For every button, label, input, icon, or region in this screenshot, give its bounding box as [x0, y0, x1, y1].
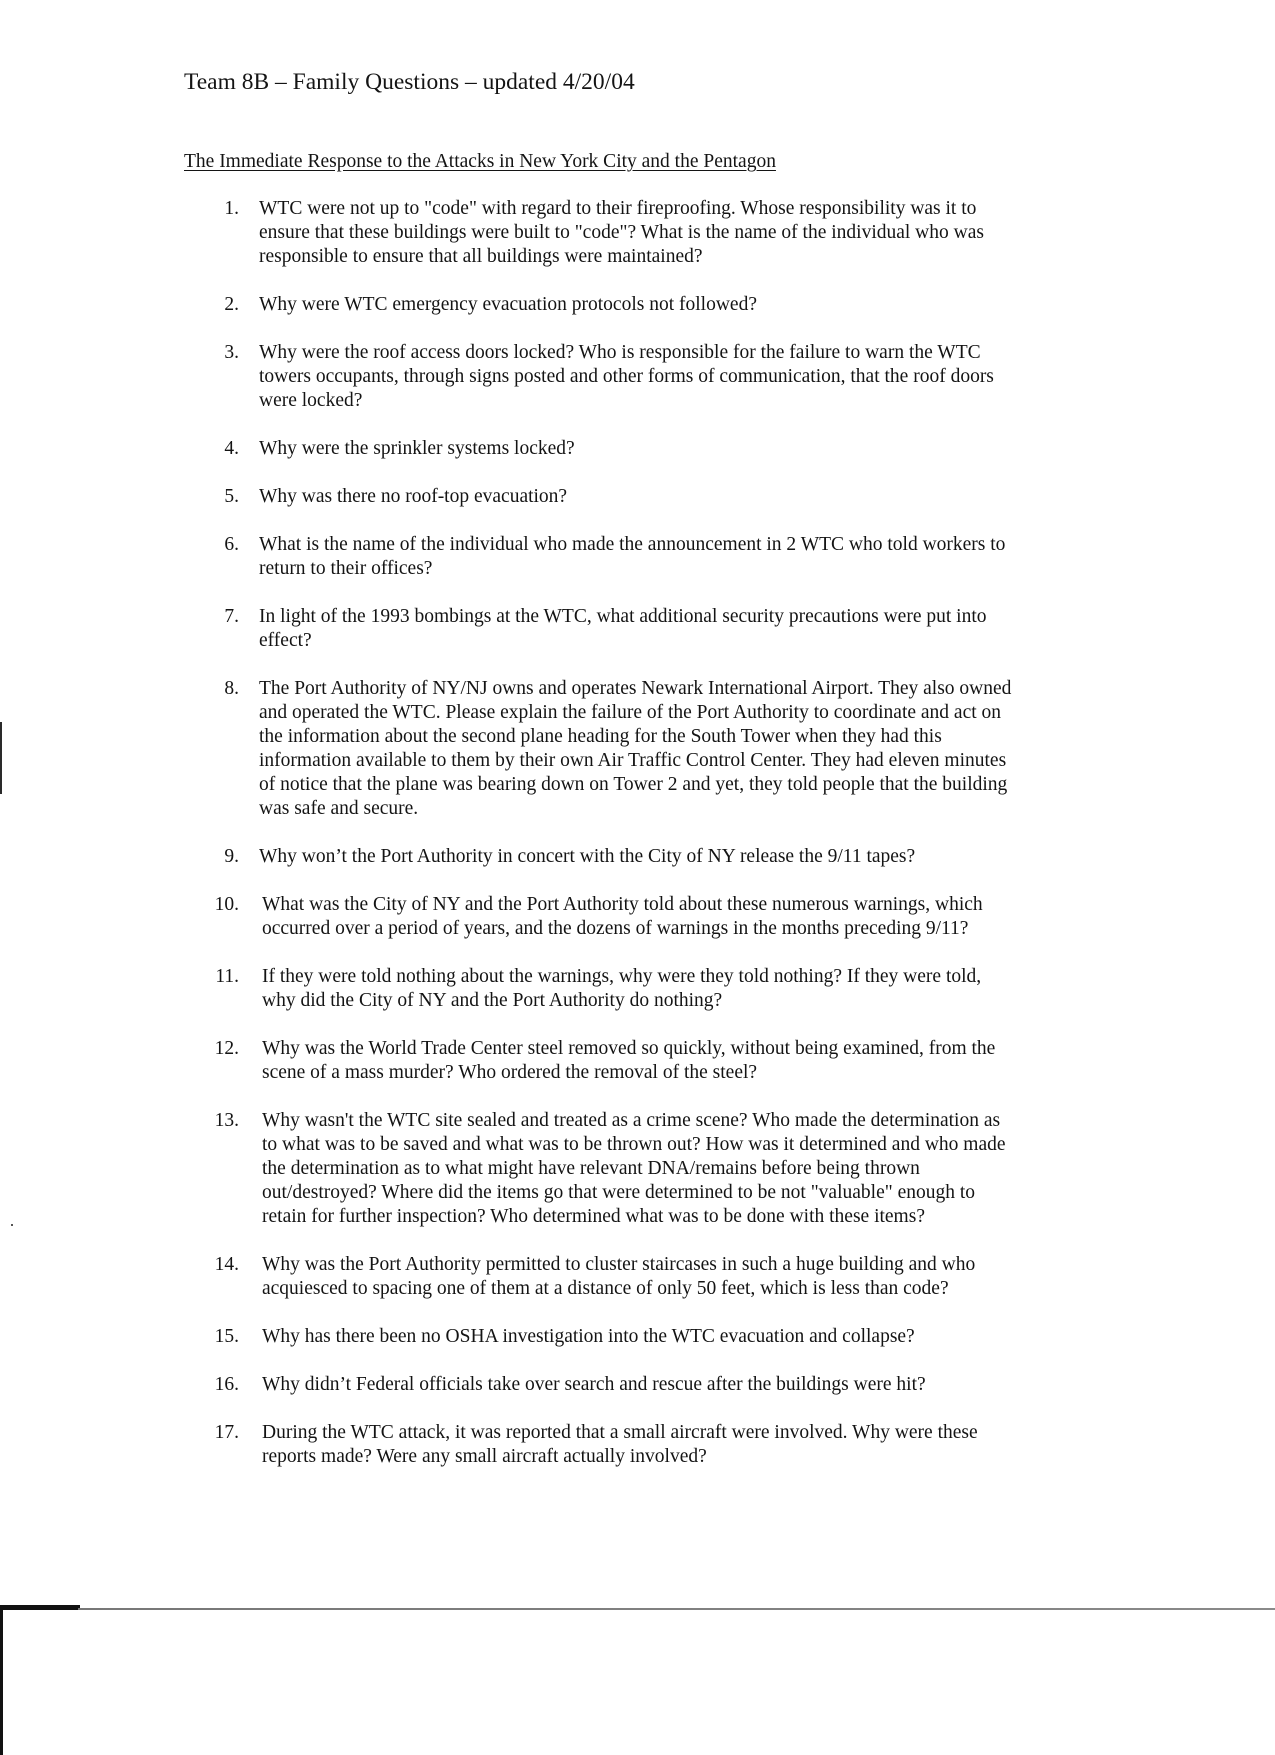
question-item-9	[0, 845, 1275, 869]
question-item-3	[0, 341, 1275, 413]
question-item-6	[0, 533, 1275, 581]
question-number: 10.	[214, 894, 239, 915]
question-number: 16.	[214, 1374, 239, 1395]
question-text: Why won’t the Port Authority in concert with the City of NY release the 9/11 tapes?	[259, 846, 916, 867]
question-number: 1.	[224, 198, 239, 219]
question-number: 6.	[224, 534, 239, 555]
question-item-15	[0, 1325, 1275, 1349]
question-text: Why has there been no OSHA investigation into the WTC evacuation and collapse?	[262, 1326, 915, 1347]
question-number: 4.	[224, 438, 239, 459]
question-text: WTC were not up to "code" with regard to their fireproofing. Whose responsibility was it to ensure that these buildings were built to "code"? What is the name of the individual who was responsible to ensure that all buildings were maintained?	[259, 198, 984, 267]
question-item-2	[0, 293, 1275, 317]
question-item-12	[0, 1037, 1275, 1085]
question-text: The Port Authority of NY/NJ owns and operates Newark International Airport. They also owned and operated the WTC. Please explain the failure of the Port Authority to coordinate and act on the information about the second plane heading for the South Tower when they had this information available to them by their own Air Traffic Control Center. They had eleven minutes of notice that the plane was bearing down on Tower 2 and yet, they told people that the building was safe and secure.	[259, 678, 1012, 819]
question-text: In light of the 1993 bombings at the WTC, what additional security precautions were put into effect?	[259, 606, 987, 651]
question-number: 17.	[214, 1422, 239, 1443]
scan-artifact-mark	[0, 722, 2, 794]
question-list	[0, 197, 1275, 1493]
question-text: What was the City of NY and the Port Authority told about these numerous warnings, which occurred over a period of years, and the dozens of warnings in the months preceding 9/11?	[262, 894, 983, 939]
question-text: Why didn’t Federal officials take over search and rescue after the buildings were hit?	[262, 1374, 926, 1395]
question-number: 14.	[214, 1254, 239, 1275]
question-text: Why was the Port Authority permitted to cluster staircases in such a huge building and who acquiesced to spacing one of them at a distance of only 50 feet, which is less than code?	[262, 1254, 976, 1299]
question-text: Why were the sprinkler systems locked?	[259, 438, 575, 459]
question-number: 8.	[224, 678, 239, 699]
question-number: 15.	[214, 1326, 239, 1347]
question-number: 7.	[224, 606, 239, 627]
section-heading: The Immediate Response to the Attacks in New York City and the Pentagon	[184, 151, 776, 172]
scan-artifact-edge	[0, 1608, 3, 1755]
question-item-5	[0, 485, 1275, 509]
question-item-16	[0, 1373, 1275, 1397]
question-number: 13.	[214, 1110, 239, 1131]
question-text: Why wasn't the WTC site sealed and treated as a crime scene? Who made the determination as to what was to be saved and what was to be thrown out? How was it determined and who made the determination as to what might have relevant DNA/remains before being thrown out/destroyed? Where did the items go that were determined to be not "valuable" enough to retain for further inspection? Who determined what was to be done with these items?	[262, 1110, 1006, 1227]
document-title: Team 8B – Family Questions – updated 4/20/04	[184, 69, 635, 95]
question-text: Why were WTC emergency evacuation protocols not followed?	[259, 294, 757, 315]
question-text: During the WTC attack, it was reported that a small aircraft were involved. Why were these reports made? Were any small aircraft actually involved?	[262, 1422, 978, 1467]
question-number: 2.	[224, 294, 239, 315]
question-item-7	[0, 605, 1275, 653]
question-number: 11.	[215, 966, 239, 987]
question-item-17	[0, 1421, 1275, 1469]
question-number: 5.	[224, 486, 239, 507]
question-text: Why was the World Trade Center steel removed so quickly, without being examined, from the scene of a mass murder? Who ordered the removal of the steel?	[262, 1038, 996, 1083]
question-text: If they were told nothing about the warnings, why were they told nothing? If they were told, why did the City of NY and the Port Authority do nothing?	[262, 966, 982, 1011]
question-number: 9.	[224, 846, 239, 867]
question-item-8	[0, 677, 1275, 821]
question-item-4	[0, 437, 1275, 461]
page-bottom-rule	[0, 1608, 1275, 1610]
scan-artifact-dot	[11, 1224, 13, 1226]
question-number: 3.	[224, 342, 239, 363]
question-text: What is the name of the individual who made the announcement in 2 WTC who told workers to return to their offices?	[259, 534, 1006, 579]
question-item-14	[0, 1253, 1275, 1301]
question-text: Why were the roof access doors locked? Who is responsible for the failure to warn the WTC towers occupants, through signs posted and other forms of communication, that the roof doors were locked?	[259, 342, 994, 411]
question-item-10	[0, 893, 1275, 941]
question-text: Why was there no roof-top evacuation?	[259, 486, 568, 507]
question-number: 12.	[214, 1038, 239, 1059]
question-item-11	[0, 965, 1275, 1013]
question-item-1	[0, 197, 1275, 269]
question-item-13	[0, 1109, 1275, 1229]
